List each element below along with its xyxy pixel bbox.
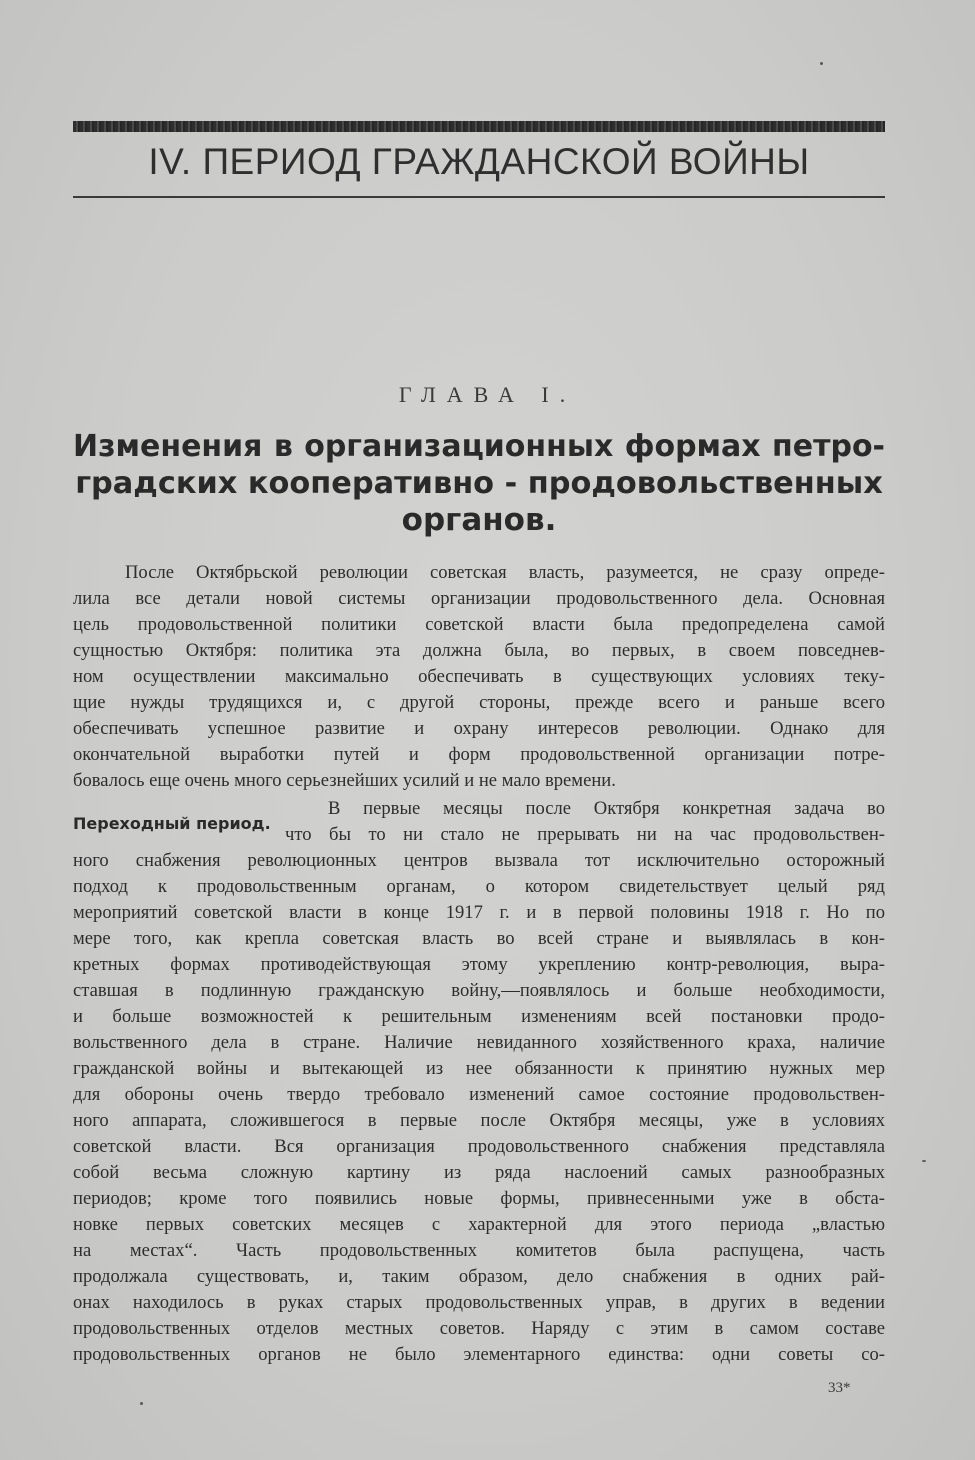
paragraph-2-first-line: [328, 796, 885, 822]
text-line: цель продовольственной политики советской власти была предопределена самой: [73, 614, 885, 635]
paragraph-2-second-line: [285, 822, 885, 848]
text-line: собой весьма сложную картину из ряда наслоений самых разнообразных: [73, 1162, 885, 1183]
text-line: ного снабжения революционных центров вызвала тот исключительно осторожный: [73, 850, 885, 871]
chapter-title: [73, 428, 885, 539]
text-line: кретных формах противодействующая этому укреплению контр-революция, выра-: [73, 954, 885, 975]
paper-speck: [820, 62, 823, 65]
chapter-title-line: органов.: [401, 502, 557, 538]
text-line: на местах“. Часть продовольственных комитетов была распущена, часть: [73, 1240, 885, 1261]
text-line: В первые месяцы после Октября конкретная задача во: [328, 798, 885, 819]
text-line: щие нужды трудящихся и, с другой стороны, прежде всего и раньше всего: [73, 692, 885, 713]
side-heading: Переходный период.: [73, 814, 271, 833]
text-line: подход к продовольственным органам, о котором свидетельствует целый ряд: [73, 876, 885, 897]
text-line: обеспечивать успешное развитие и охрану интересов революции. Однако для: [73, 718, 885, 739]
text-line: лила все детали новой системы организации продовольственного дела. Основная: [73, 588, 885, 609]
text-line: окончательной выработки путей и форм продовольственной организации потре-: [73, 744, 885, 765]
paper-speck: [140, 1402, 143, 1405]
chapter-title-line: градских кооперативно - продовольственных: [75, 466, 883, 501]
text-line: периодов; кроме того появились новые формы, привнесенными уже в обста-: [73, 1188, 885, 1209]
page-number: 33*: [828, 1380, 851, 1396]
text-line: сущностью Октября: политика эта должна была, во первых, в своем повседнев-: [73, 640, 885, 661]
chapter-title-line: Изменения в организационных формах петро-: [73, 429, 885, 464]
part-title: IV. ПЕРИОД ГРАЖДАНСКОЙ ВОЙНЫ: [148, 141, 810, 182]
rule-under-part-title: [73, 196, 885, 198]
decorative-rule-top: [73, 121, 885, 132]
text-line: ном осуществлении максимально обеспечивать в существующих условиях теку-: [73, 666, 885, 687]
text-line: ного аппарата, сложившегося в первые после Октября месяцы, уже в условиях: [73, 1110, 885, 1131]
text-line: После Октябрьской революции советская власть, разумеется, не сразу опреде-: [125, 562, 885, 583]
text-line: вольственного дела в стране. Наличие невиданного хозяйственного краха, наличие: [73, 1032, 885, 1053]
text-line: мероприятий советской власти в конце 1917 г. и в первой половины 1918 г. Но по: [73, 902, 885, 923]
paper-speck: [922, 1160, 926, 1162]
chapter-label: ГЛАВА I.: [398, 382, 577, 407]
text-line: ставшая в подлинную гражданскую войну,—появлялось и больше необходимости,: [73, 980, 885, 1001]
text-line: советской власти. Вся организация продовольственного снабжения представляла: [73, 1136, 885, 1157]
text-line: продовольственных отделов местных советов. Наряду с этим в самом составе: [73, 1318, 885, 1339]
text-line: для обороны очень твердо требовало изменений самое состояние продовольствен-: [73, 1084, 885, 1105]
paragraph-1: [73, 560, 885, 794]
paragraph-2: [73, 848, 885, 1368]
text-line: онах находилось в руках старых продовольственных управ, в других в ведении: [73, 1292, 885, 1313]
text-line: мере того, как крепла советская власть во всей стране и выявлялась в кон-: [73, 928, 885, 949]
text-line: и больше возможностей к решительным изменениям всей постановки продо-: [73, 1006, 885, 1027]
text-line: продолжала существовать, и, таким образом, дело снабжения в одних рай-: [73, 1266, 885, 1287]
text-line: гражданской войны и вытекающей из нее обязанности к принятию нужных мер: [73, 1058, 885, 1079]
text-line: новке первых советских месяцев с характерной для этого периода „властью: [73, 1214, 885, 1235]
text-line: что бы то ни стало не прерывать ни на час продовольствен-: [285, 824, 885, 845]
text-line: бовалось еще очень много серьезнейших усилий и не мало времени.: [73, 770, 616, 791]
text-line: продовольственных органов не было элементарного единства: одни советы со-: [73, 1344, 885, 1365]
